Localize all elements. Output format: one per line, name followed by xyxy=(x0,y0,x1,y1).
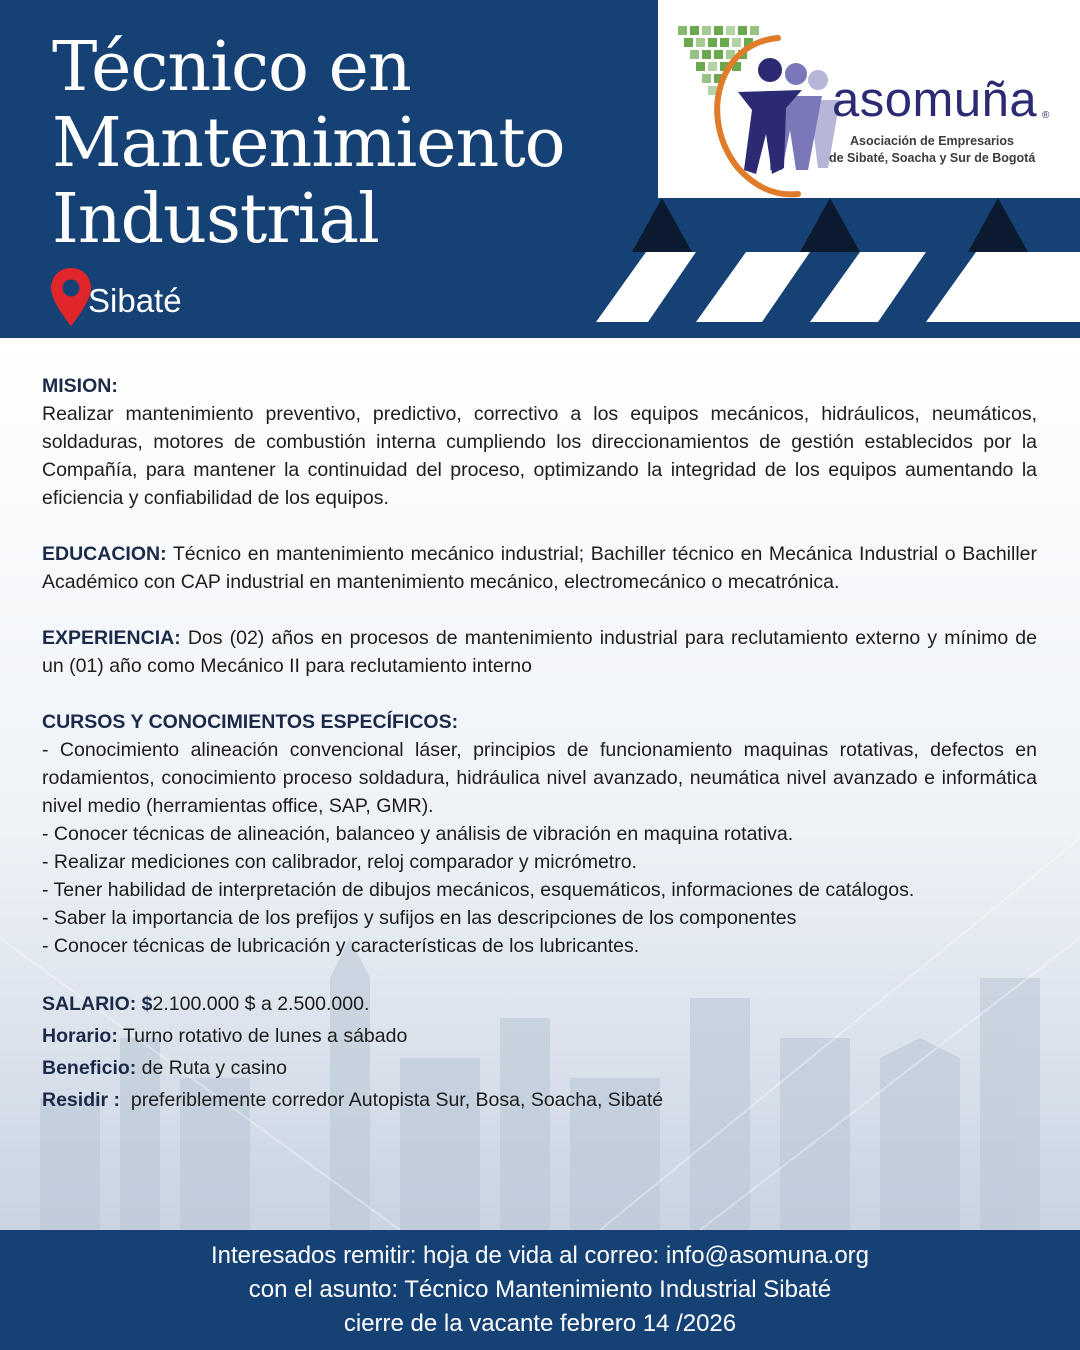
beneficio-label: Beneficio: xyxy=(42,1057,137,1079)
cursos-item: - Saber la importancia de los prefijos y sufijos en las descripciones de los componentes xyxy=(42,907,797,929)
salario-row xyxy=(42,988,1037,1020)
salario-label: SALARIO: $ xyxy=(42,993,153,1015)
mision-section xyxy=(42,372,1037,512)
residir-label: Residir : xyxy=(42,1089,121,1111)
job-title-line-1: Técnico en xyxy=(52,28,411,107)
decorative-stripes xyxy=(596,198,1080,322)
footer-line-1: Interesados remitir: hoja de vida al correo: info@asomuna.org xyxy=(210,1242,870,1269)
logo-wordmark: asomuña xyxy=(832,73,1038,127)
job-title-line-2: Mantenimiento xyxy=(52,104,565,183)
asomuna-logo xyxy=(658,0,1080,198)
mision-label: MISION: xyxy=(42,375,118,397)
educacion-label: EDUCACION: xyxy=(42,543,167,565)
salario-value: 2.100.000 $ a 2.500.000. xyxy=(152,993,370,1015)
cursos-section xyxy=(42,708,1037,736)
job-title-line-3: Industrial xyxy=(52,180,379,259)
beneficio-row xyxy=(42,1052,1037,1084)
cursos-item: - Conocer técnicas de alineación, balanceo y análisis de vibración en maquina rotativa. xyxy=(42,823,794,845)
mision-text: Realizar mantenimiento preventivo, predictivo, correctivo a los equipos mecánicos, hidráulicos, neumáticos, soldaduras, motores de combustión interna cumpliendo los direccionamientos de gestión establecidos por la Compañía, para mantener la continuidad del proceso, optimizando la integridad de los equipos aumentando la eficiencia y confiabilidad de los equipos. xyxy=(42,403,1037,509)
cursos-item: - Tener habilidad de interpretación de dibujos mecánicos, esquemáticos, informaciones de catálogos. xyxy=(42,879,915,901)
conditions-section xyxy=(42,988,1037,1116)
cursos-label: CURSOS Y CONOCIMIENTOS ESPECÍFICOS: xyxy=(42,711,459,733)
experiencia-text: Dos (02) años en procesos de mantenimiento industrial para reclutamiento externo y mínimo de un (01) año como Mecánico II para reclutamiento interno xyxy=(42,627,1037,677)
residir-value: preferiblemente corredor Autopista Sur, Bosa, Soacha, Sibaté xyxy=(120,1089,664,1111)
cursos-item: - Realizar mediciones con calibrador, reloj comparador y micrómetro. xyxy=(42,851,637,873)
footer-banner xyxy=(0,1230,1080,1350)
educacion-text: Técnico en mantenimiento mecánico industrial; Bachiller técnico en Mecánica Industrial o Bachiller Académico con CAP industrial en mantenimiento mecánico, electromecánico o mecatrónica. xyxy=(42,543,1037,593)
educacion-section xyxy=(42,540,1037,596)
job-title xyxy=(52,30,565,258)
cursos-item: - Conocimiento alineación convencional láser, principios de funcionamiento maquinas rotativas, defectos en rodamientos, conocimiento proceso soldadura, hidráulica nivel avanzado, neumática nivel avanzado e informática nivel medio (herramientas office, SAP, GMR). xyxy=(42,739,1037,817)
location xyxy=(48,266,182,328)
footer-line-2: con el asunto: Técnico Mantenimiento Industrial Sibaté xyxy=(248,1276,832,1303)
experiencia-section xyxy=(42,624,1037,680)
footer-line-3: cierre de la vacante febrero 14 /2026 xyxy=(343,1310,737,1337)
cursos-item: - Conocer técnicas de lubricación y características de los lubricantes. xyxy=(42,935,640,957)
location-label: Sibaté xyxy=(88,282,182,319)
experiencia-label: EXPERIENCIA: xyxy=(42,627,181,649)
horario-value: Turno rotativo de lunes a sábado xyxy=(117,1025,408,1047)
horario-label: Horario: xyxy=(42,1025,118,1047)
horario-row xyxy=(42,1020,1037,1052)
registered-mark: ® xyxy=(1042,110,1050,121)
logo-subtitle-line-2: de Sibaté, Soacha y Sur de Bogotá xyxy=(829,151,1036,165)
beneficio-value: de Ruta y casino xyxy=(136,1057,287,1079)
job-description xyxy=(42,372,1037,1116)
residir-row xyxy=(42,1084,1037,1116)
logo-subtitle-line-1: Asociación de Empresarios xyxy=(850,134,1014,148)
